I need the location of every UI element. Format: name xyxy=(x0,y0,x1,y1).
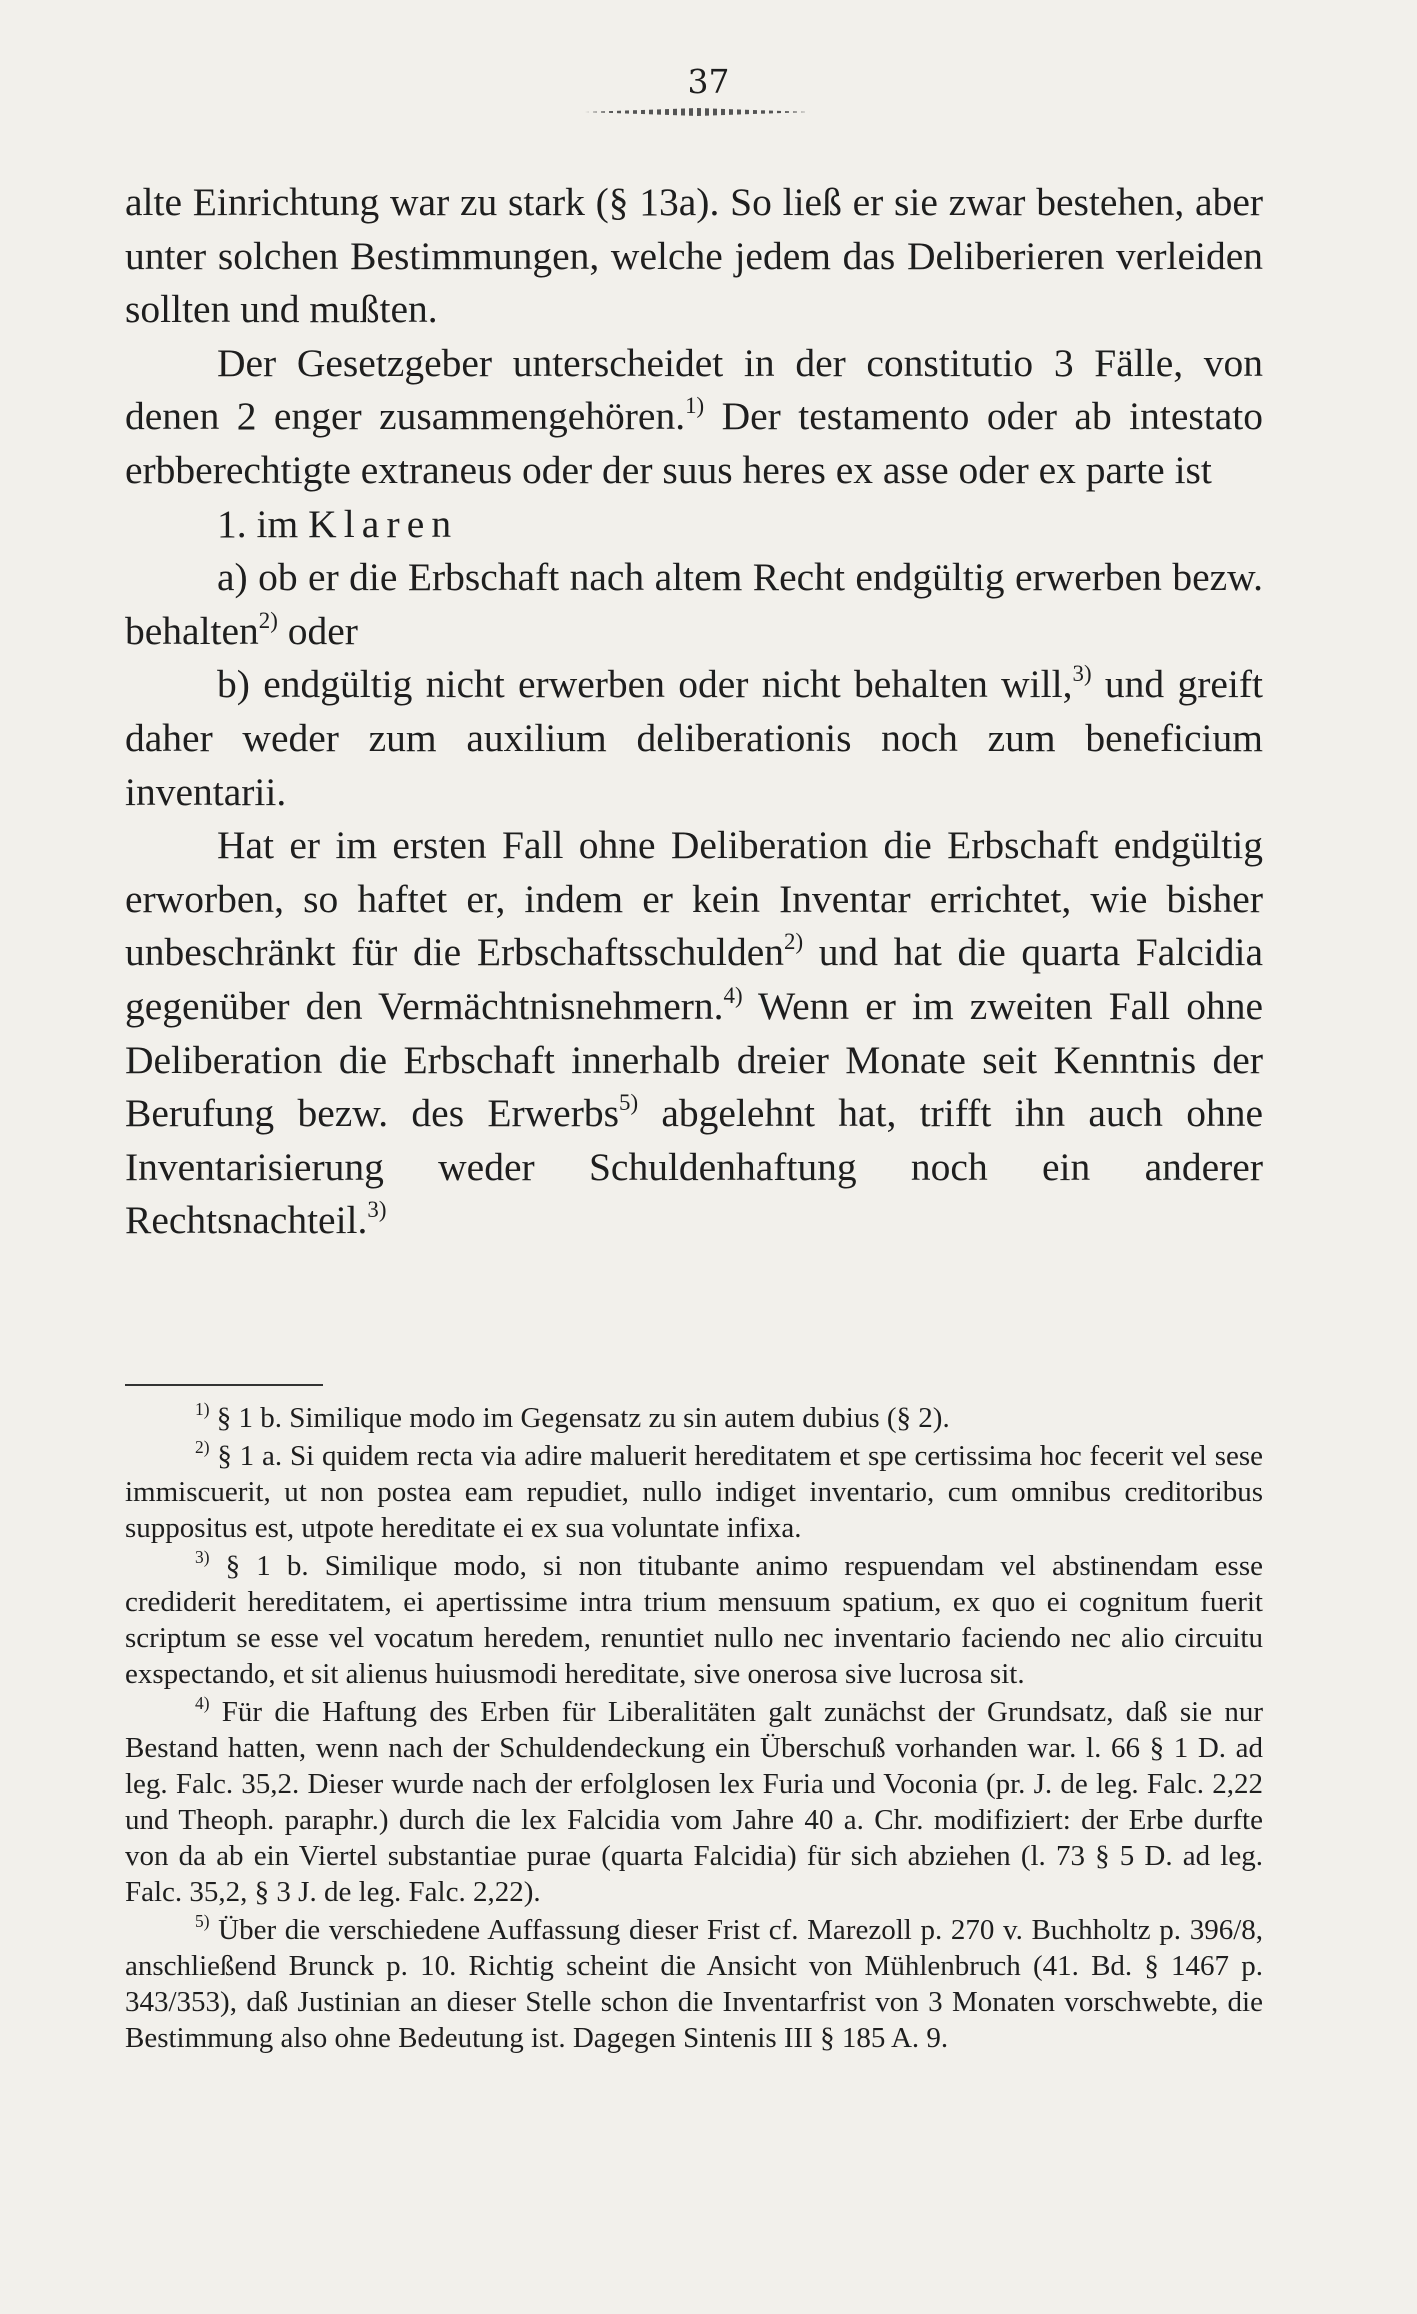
footnotes xyxy=(125,1400,1263,2058)
footnote-separator xyxy=(125,1384,323,1386)
footnote-ref: 2) xyxy=(783,929,804,955)
footnote-ref: 4) xyxy=(723,982,743,1008)
page-number-ornament xyxy=(585,108,810,116)
main-text xyxy=(125,176,1263,1248)
case-1-option-a: a) ob er die Erbschaft nach altem Recht endgültig erwerben bezw. behalten$^{2)}$ oder xyxy=(125,555,1263,653)
footnote-ref: 1) xyxy=(685,393,705,419)
paragraph-first-case: Hat er im ersten Fall ohne Deliberation die Erbschaft endgültig erworben, so haftet er, indem er kein Inventar errichtet, wie bisher unbeschränkt für die Erbschaftsschulden$^{2)}$ und hat die quarta Falcidia gegenüber den Vermächtnisnehmern.$^{4)}$ Wenn er im zweiten Fall ohne Deliberation die Erbschaft innerhalb dreier Monate seit Kenntnis der Berufung bezw. des Erwerbs$^{5)}$ abgelehnt hat, trifft ihn auch ohne Inventarisierung weder Schuldenhaftung noch ein anderer Rechtsnachteil.$^{3)}$ xyxy=(125,823,1264,1243)
footnote-1: $^{1)}$ § 1 b. Similique modo im Gegensatz zu sin autem dubius (§ 2). xyxy=(195,1398,950,1434)
footnote-5: $^{5)}$ Über die verschiedene Auffassung dieser Frist cf. Marezoll p. 270 v. Buchholtz p. 396/8, anschließend Brunck p. 10. Richtig scheint die Ansicht von Mühlenbruch (41. Bd. § 1467 p. 343/353), daß Justinian an dieser Stelle schon die Inventarfrist von 3 Monaten vorschwebte, die Bestimmung also ohne Bedeutung ist. Dagegen Sintenis III § 185 A. 9. xyxy=(125,1910,1263,2054)
paragraph-continuation: alte Einrichtung war zu stark (§ 13a). So ließ er sie zwar bestehen, aber unter solchen Bestimmungen, welche jedem das Deliberieren verleiden sollten und mußten. xyxy=(125,180,1263,332)
footnote-2: $^{2)}$ § 1 a. Si quidem recta via adire maluerit hereditatem et spe certissima hoc fecerit vel sese immiscuerit, ut non postea eam repudiet, nullo indiget inventario, cum omnibus creditoribus suppositus est, utpote hereditate ei ex sua voluntate infixa. xyxy=(125,1436,1264,1544)
footnote-ref: 2) xyxy=(258,607,278,633)
emphasis-klaren: Klaren xyxy=(308,501,459,546)
page-number: 37 xyxy=(687,62,730,101)
footnote-3: $^{3)}$ § 1 b. Similique modo, si non titubante animo respuendam vel abstinendam esse crediderit hereditatem, ei apertissime intra trium mensuum spatium, ex quo ei cognitum fuerit scriptum se esse vel vocatum heredem, renuntiet nullo nec inventario faciendo nec alio circuitu exspectando, et sit alienus huiusmodi hereditate, sive onerosa sive lucrosa sit. xyxy=(125,1546,1263,1690)
footnote-ref: 3) xyxy=(367,1197,387,1223)
footnote-4: $^{4)}$ Für die Haftung des Erben für Liberalitäten galt zunächst der Grundsatz, daß sie nur Bestand hatten, wenn nach der Schuldendeckung ein Überschuß vorhanden war. l. 66 § 1 D. ad leg. Falc. 35,2. Dieser wurde nach der erfolglosen lex Furia und Voconia (pr. J. de leg. Falc. 2,22 und Theoph. paraphr.) durch die lex Falcidia vom Jahre 40 a. Chr. modifiziert: der Erbe durfte von da ab ein Viertel substantiae purae (quarta Falcidia) für sich abziehen (l. 73 § 5 D. ad leg. Falc. 35,2, § 3 J. de leg. Falc. 2,22). xyxy=(125,1692,1264,1908)
footnote-ref: 3) xyxy=(1072,661,1092,687)
paragraph-lawgiver: Der Gesetzgeber unterscheidet in der constitutio 3 Fälle, von denen 2 enger zusammengehören.$^{1)}$ Der testamento oder ab intestato erbberechtigte extraneus oder der suus heres ex asse oder ex parte ist xyxy=(125,340,1263,492)
case-1-heading: 1. im Klaren xyxy=(217,501,459,546)
footnote-ref: 5) xyxy=(618,1090,639,1116)
case-1-option-b: b) endgültig nicht erwerben oder nicht behalten will,$^{3)}$ und greift daher weder zum auxilium deliberationis noch zum beneficium inventarii. xyxy=(125,661,1263,814)
